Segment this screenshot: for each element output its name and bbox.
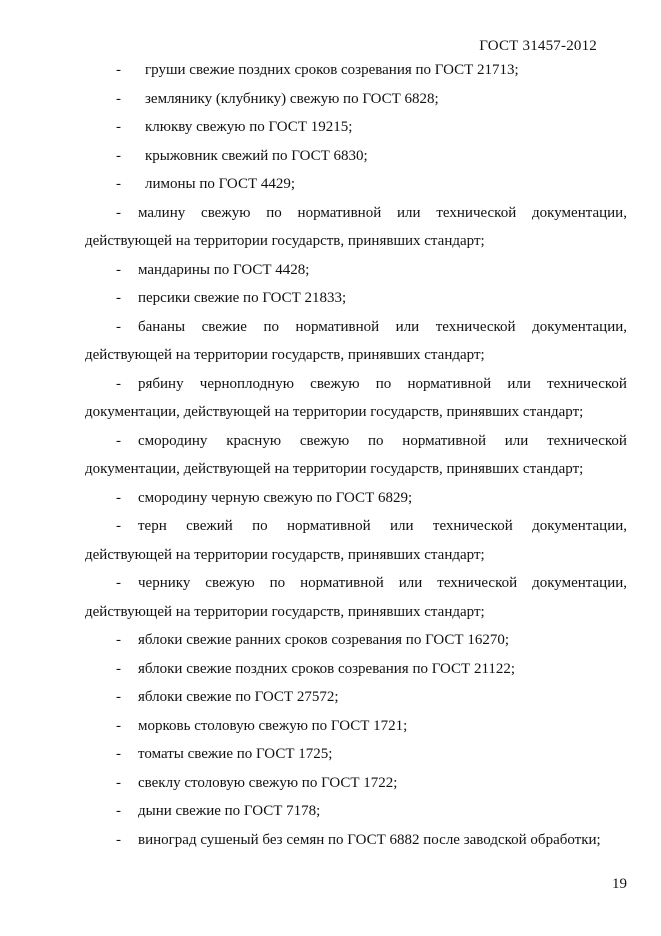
list-item-text: персики свежие по ГОСТ 21833;	[138, 290, 347, 306]
list-word: технической	[547, 375, 627, 392]
list-item	[0, 512, 661, 569]
list-item	[0, 826, 661, 855]
list-dash: -	[116, 660, 121, 677]
list-item	[0, 284, 661, 313]
list-word: нормативной	[287, 518, 371, 534]
list-word: технической	[432, 518, 513, 534]
list-word: малину	[138, 204, 186, 221]
list-word: документации,	[532, 204, 627, 221]
list-item	[0, 655, 661, 684]
list-item-continuation: действующей на территории государств, принявших стандарт;	[85, 546, 485, 563]
list-word: или	[398, 575, 423, 591]
list-item	[0, 683, 661, 712]
list-item-text: клюкву свежую по ГОСТ 19215;	[145, 119, 353, 135]
list-item-text: яблоки свежие по ГОСТ 27572;	[138, 689, 339, 705]
list-word: нормативной	[297, 204, 382, 221]
list-word: свежие	[201, 318, 247, 335]
list-item-text: дыни свежие по ГОСТ 7178;	[138, 803, 321, 819]
list-item-text: землянику (клубнику) свежую по ГОСТ 6828;	[145, 90, 439, 107]
list-item-text: груши свежие поздних сроков созревания по ГОСТ 21713;	[145, 62, 519, 78]
list-item	[0, 797, 661, 826]
list-item	[0, 484, 661, 513]
product-list	[0, 56, 661, 854]
list-word: или	[395, 318, 420, 335]
list-word: по	[367, 432, 384, 449]
list-item-text: яблоки свежие поздних сроков созревания по ГОСТ 21122;	[138, 660, 516, 677]
list-dash: -	[116, 575, 121, 591]
list-word: или	[397, 204, 421, 221]
list-word: свежую	[201, 204, 251, 221]
list-word: технической	[436, 204, 517, 221]
list-word: свежий	[186, 518, 233, 534]
list-dash: -	[116, 62, 121, 78]
list-item	[0, 769, 661, 798]
document-header: ГОСТ 31457-2012	[479, 38, 597, 54]
list-item	[0, 170, 661, 199]
list-item-continuation: действующей на территории государств, принявших стандарт;	[85, 233, 485, 249]
list-item-continuation: действующей на территории государств, принявших стандарт;	[85, 347, 485, 363]
page-number: 19	[612, 876, 627, 892]
list-item	[0, 142, 661, 171]
list-dash: -	[116, 290, 121, 306]
list-word: технической	[435, 318, 516, 335]
list-word: документации,	[532, 518, 627, 534]
list-item	[0, 256, 661, 285]
list-item	[0, 370, 661, 427]
list-item	[0, 199, 661, 256]
list-item-text: лимоны по ГОСТ 4429;	[145, 176, 296, 192]
list-word: нормативной	[407, 375, 492, 392]
list-word: нормативной	[300, 575, 384, 591]
list-item	[0, 85, 661, 114]
list-word: терн	[138, 518, 167, 534]
list-word: или	[507, 375, 531, 392]
list-item-text: крыжовник свежий по ГОСТ 6830;	[145, 147, 368, 164]
list-word: свежую	[299, 432, 350, 449]
list-dash: -	[116, 204, 121, 221]
list-item-text: томаты свежие по ГОСТ 1725;	[138, 746, 333, 762]
list-word: по	[252, 518, 268, 534]
list-item	[0, 712, 661, 741]
list-item-text: мандарины по ГОСТ 4428;	[138, 261, 310, 278]
list-dash: -	[116, 746, 121, 762]
list-dash: -	[116, 689, 121, 705]
list-word: или	[390, 518, 414, 534]
list-dash: -	[116, 90, 121, 107]
list-word: черноплодную	[199, 375, 294, 392]
list-item-continuation: документации, действующей на территории государств, принявших стандарт;	[85, 461, 584, 477]
list-item-continuation: действующей на территории государств, принявших стандарт;	[85, 603, 485, 620]
list-item-text: свеклу столовую свежую по ГОСТ 1722;	[138, 774, 398, 791]
list-word: по	[266, 204, 282, 221]
list-item	[0, 569, 661, 626]
list-item	[0, 56, 661, 85]
list-word: документации,	[532, 318, 627, 335]
list-word: нормативной	[402, 432, 486, 449]
list-word: или	[504, 432, 529, 449]
list-item-continuation: документации, действующей на территории государств, принявших стандарт;	[85, 404, 584, 420]
list-item	[0, 427, 661, 484]
list-dash: -	[116, 318, 121, 335]
list-word: чернику	[138, 575, 191, 591]
list-dash: -	[116, 518, 121, 534]
list-dash: -	[116, 803, 121, 819]
list-word: свежую	[310, 375, 360, 392]
list-word: по	[269, 575, 286, 591]
list-item	[0, 626, 661, 655]
list-word: технической	[547, 432, 627, 449]
list-dash: -	[116, 489, 121, 506]
list-word: нормативной	[295, 318, 380, 335]
list-dash: -	[116, 375, 121, 392]
list-item	[0, 313, 661, 370]
list-word: смородину	[138, 432, 208, 449]
list-word: красную	[226, 432, 282, 449]
list-dash: -	[116, 774, 121, 791]
list-item-text: виноград сушеный без семян по ГОСТ 6882 после заводской обработки;	[138, 831, 601, 848]
list-item	[0, 740, 661, 769]
list-word: по	[263, 318, 279, 335]
list-item	[0, 113, 661, 142]
list-word: по	[375, 375, 392, 392]
list-dash: -	[116, 147, 121, 164]
list-word: свежую	[205, 575, 255, 591]
list-dash: -	[116, 432, 121, 449]
list-word: технической	[437, 575, 518, 591]
list-word: документации,	[532, 575, 627, 591]
list-dash: -	[116, 119, 121, 135]
list-item-text: смородину черную свежую по ГОСТ 6829;	[138, 489, 413, 506]
list-item-text: яблоки свежие ранних сроков созревания по ГОСТ 16270;	[138, 632, 509, 648]
list-word: бананы	[138, 318, 186, 335]
list-dash: -	[116, 632, 121, 648]
list-dash: -	[116, 176, 121, 192]
list-dash: -	[116, 717, 121, 734]
list-item-text: морковь столовую свежую по ГОСТ 1721;	[138, 717, 408, 734]
list-dash: -	[116, 831, 121, 848]
list-word: рябину	[138, 375, 184, 392]
list-dash: -	[116, 261, 121, 278]
